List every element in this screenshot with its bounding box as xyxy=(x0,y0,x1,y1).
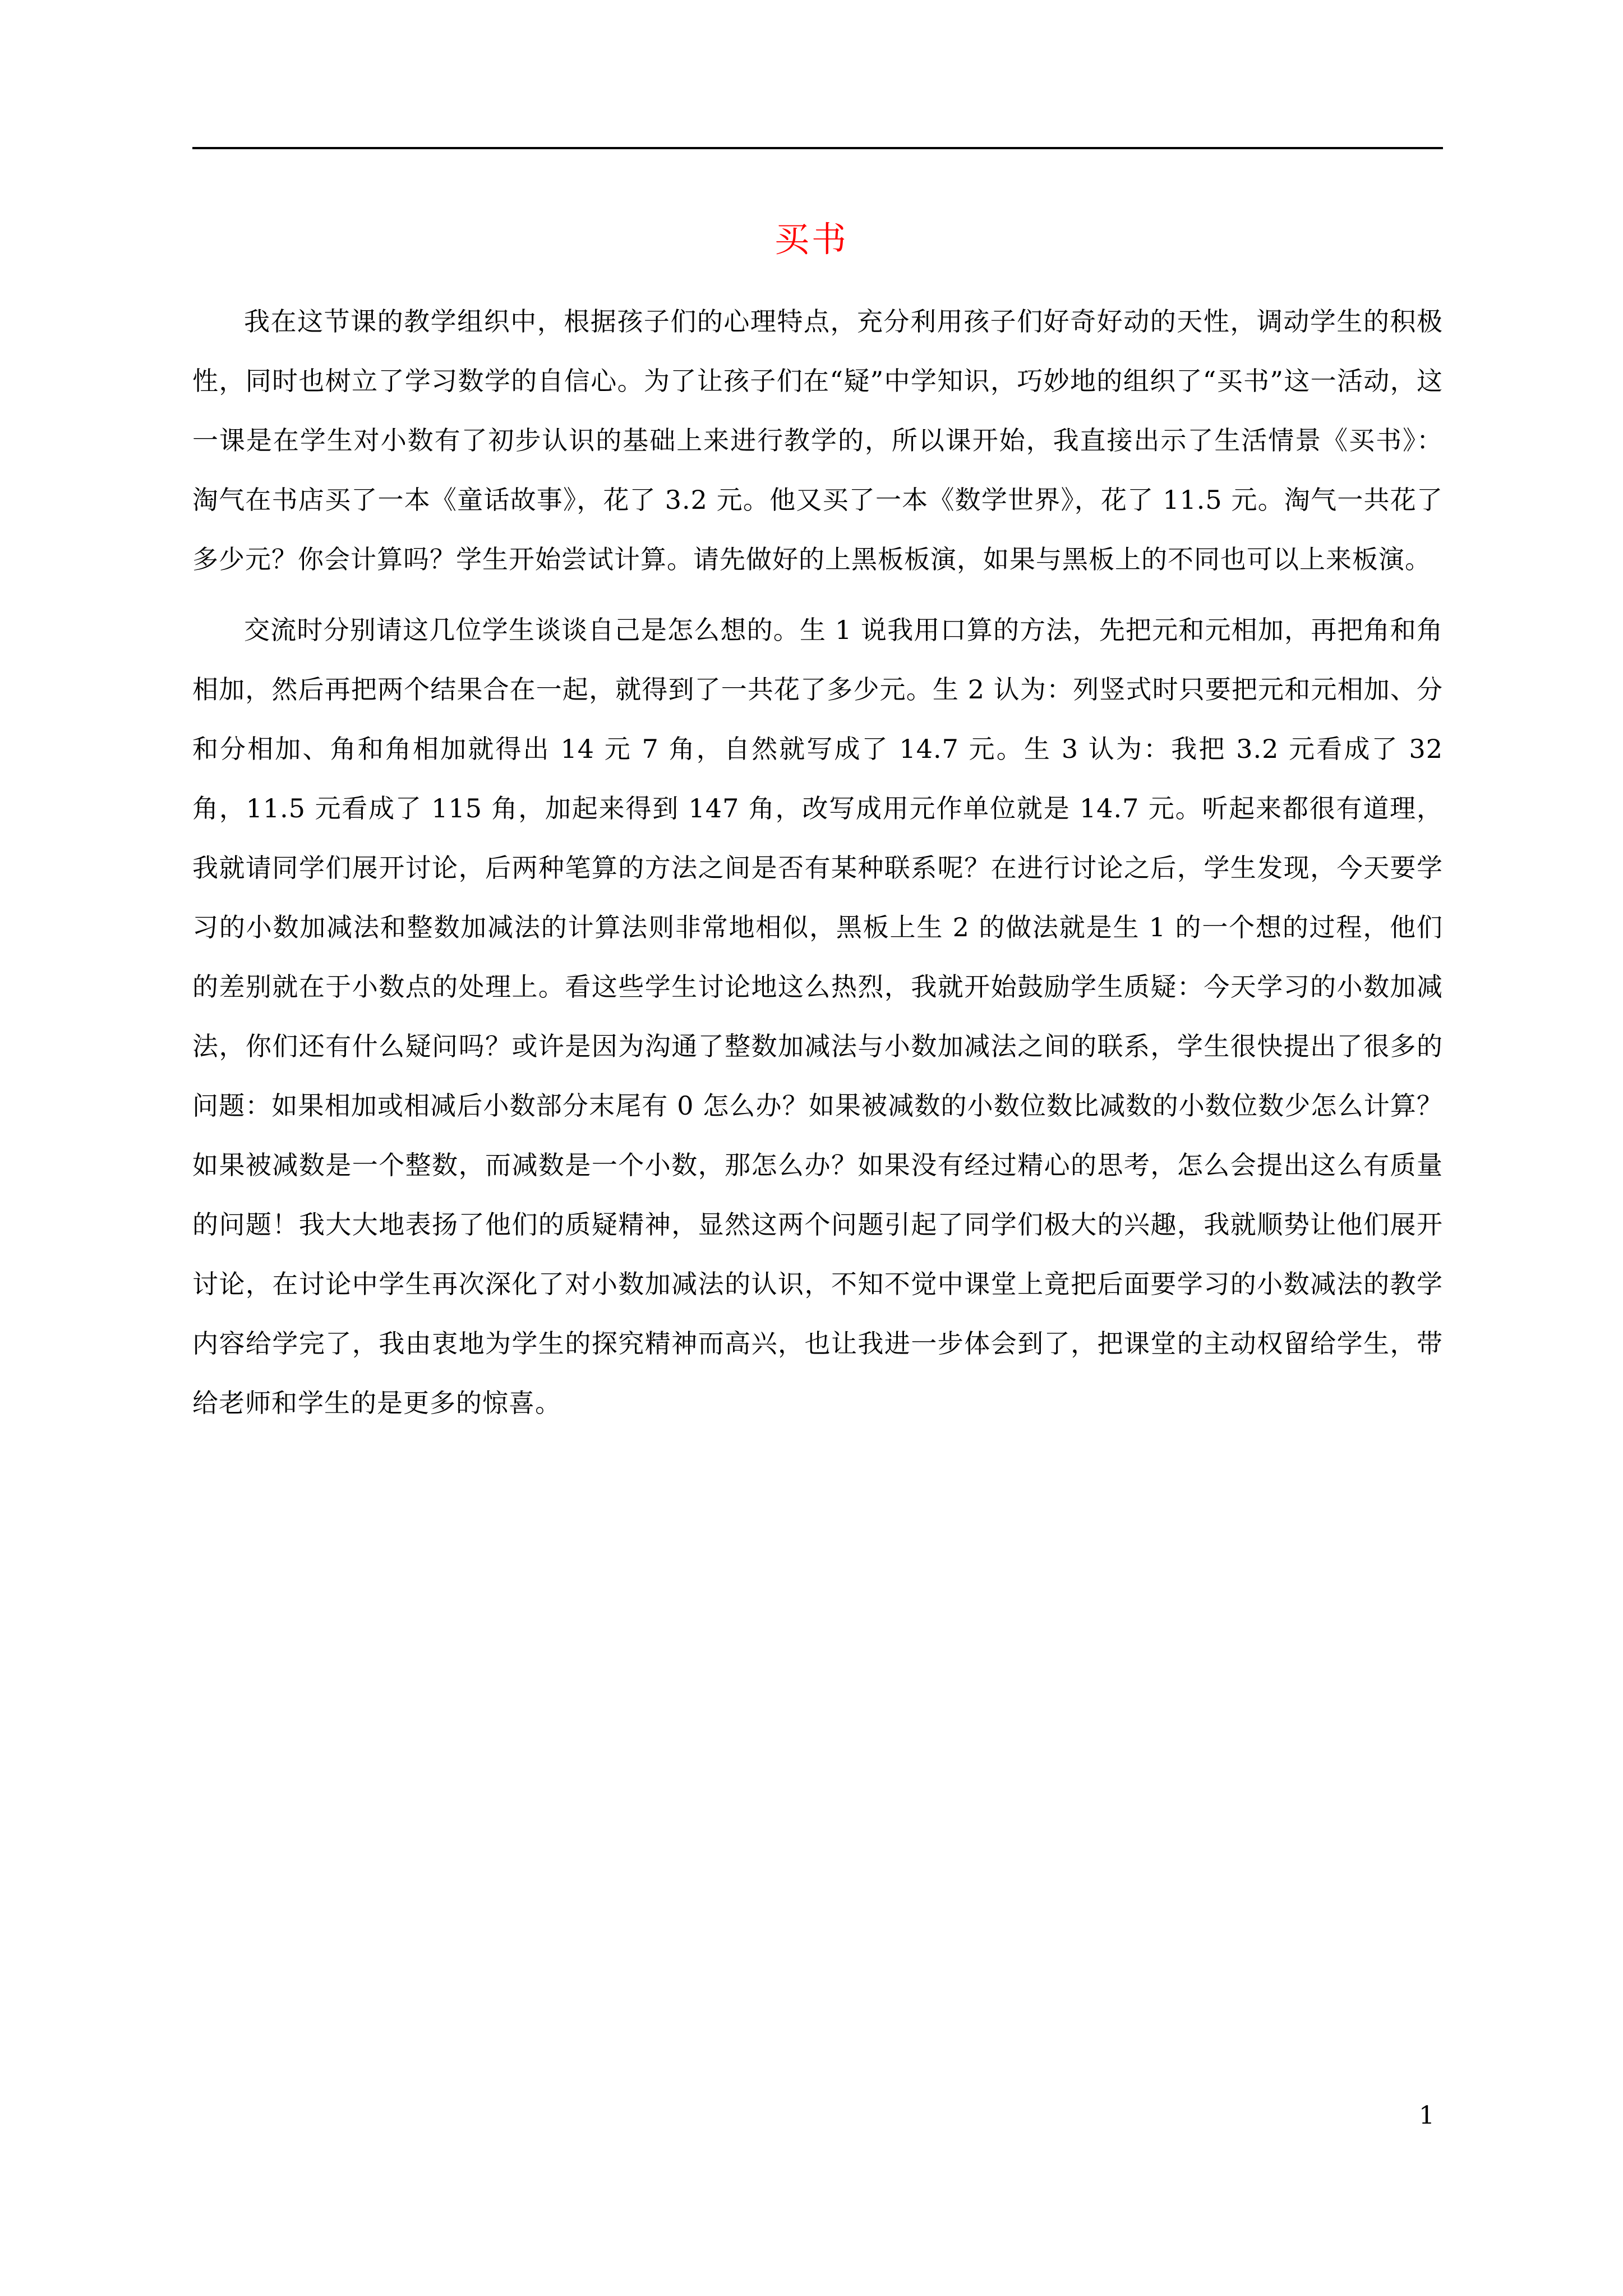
document-title: 买书 xyxy=(774,219,849,260)
paragraph-1: 我在这节课的教学组织中，根据孩子们的心理特点，充分利用孩子们好奇好动的天性，调动学生的积极性，同时也树立了学习数学的自信心。为了让孩子们在“疑”中学知识，巧妙地的组织了“买书”这一活动，这一课是在学生对小数有了初步认识的基础上来进行教学的，所以课开始，我直接出示了生活情景《买书》：淘气在书店买了一本《童话故事》，花了 3.2 元。他又买了一本《数学世界》，花了 11.5 元。淘气一共花了多少元？你会计算吗？学生开始尝试计算。请先做好的上黑板板演，如果与黑板上的不同也可以上来板演。 xyxy=(192,306,1443,574)
page-number: 1 xyxy=(1419,2101,1435,2130)
document-body xyxy=(192,292,1443,1444)
header-rule xyxy=(192,147,1443,149)
paragraph-2: 交流时分别请这几位学生谈谈自己是怎么想的。生 1 说我用口算的方法，先把元和元相加，再把角和角相加，然后再把两个结果合在一起，就得到了一共花了多少元。生 2 认为：列竖式时只要把元和元相加、分和分相加、角和角相加就得出 14 元 7 角，自然就写成了 14.7 元。生 3 认为：我把 3.2 元看成了 32 角，11.5 元看成了 115 角，加起来得到 147 角，改写成用元作单位就是 14.7 元。听起来都很有道理，我就请同学们展开讨论，后两种笔算的方法之间是否有某种联系呢？在进行讨论之后，学生发现，今天要学习的小数加减法和整数加减法的计算法则非常地相似，黑板上生 2 的做法就是生 1 的一个想的过程，他们的差别就在于小数点的处理上。看这些学生讨论地这么热烈，我就开始鼓励学生质疑：今天学习的小数加减法，你们还有什么疑问吗？或许是因为沟通了整数加减法与小数加减法之间的联系，学生很快提出了很多的问题：如果相加或相减后小数部分末尾有 0 怎么办？如果被减数的小数位数比减数的小数位数少怎么计算？如果被减数是一个整数，而减数是一个小数，那怎么办？如果没有经过精心的思考，怎么会提出这么有质量的问题！我大大地表扬了他们的质疑精神，显然这两个问题引起了同学们极大的兴趣，我就顺势让他们展开讨论，在讨论中学生再次深化了对小数加减法的认识，不知不觉中课堂上竟把后面要学习的小数减法的教学内容给学完了，我由衷地为学生的探究精神而高兴，也让我进一步体会到了，把课堂的主动权留给学生，带给老师和学生的是更多的惊喜。 xyxy=(192,615,1443,1418)
